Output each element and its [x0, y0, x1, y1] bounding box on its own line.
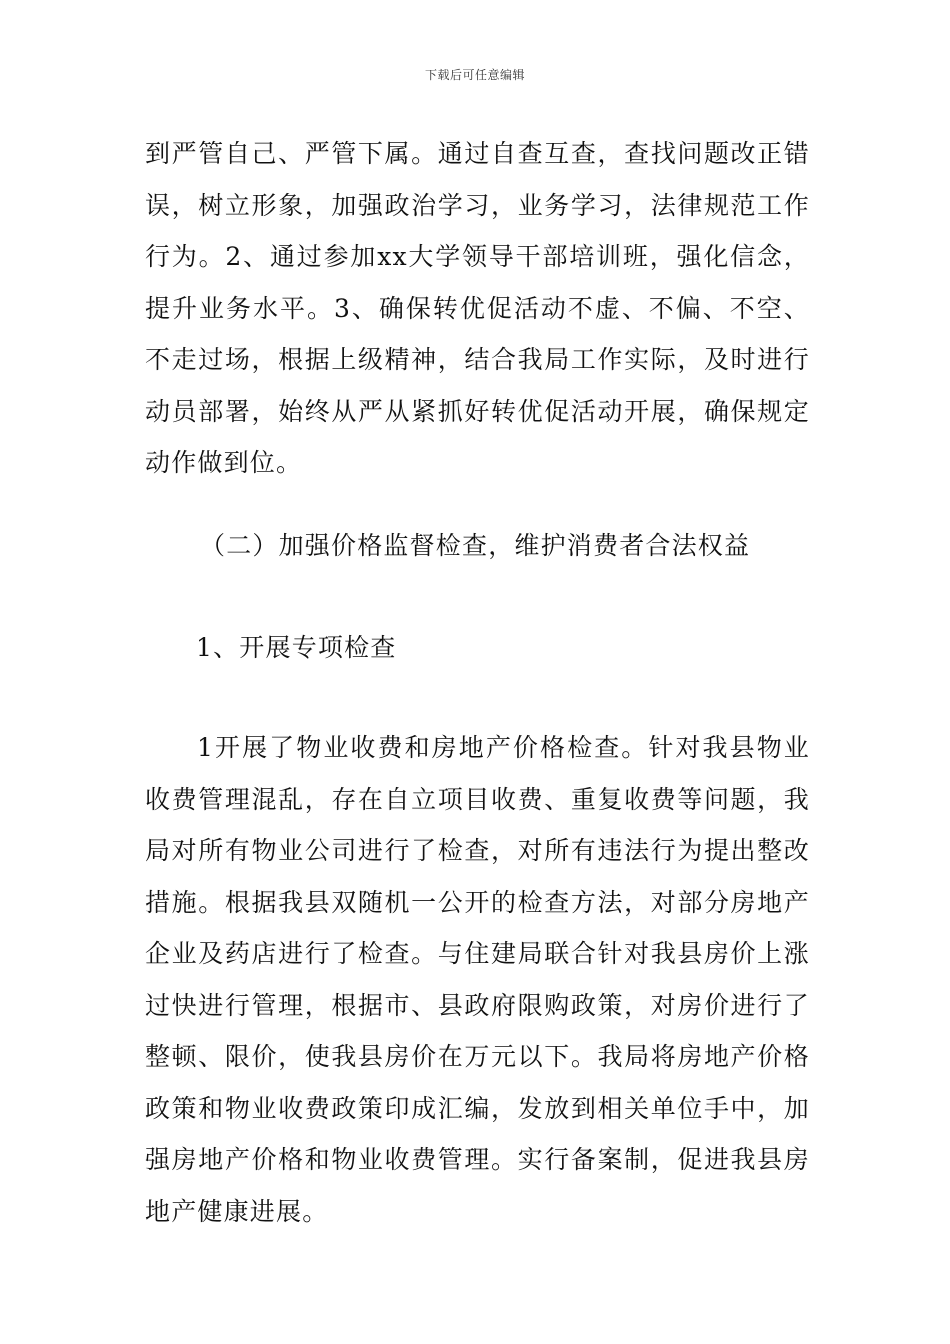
section-heading: （二）加强价格监督检查，维护消费者合法权益	[200, 531, 751, 560]
subsection-heading: 1、开展专项检查	[196, 633, 397, 662]
body-paragraph-2: 1开展了物业收费和房地产价格检查。针对我县物业收费管理混乱，存在自立项目收费、重复收费等问题，我局对所有物业公司进行了检查，对所有违法行为提出整改措施。根据我县双随机一公开的检查方法，对部分房地产企业及药店进行了检查。与住建局联合针对我县房价上涨过快进行管理，根据市、县政府限购政策，对房价进行了整顿、限价，使我县房价在万元以下。我局将房地产价格政策和物业收费政策印成汇编，发放到相关单位手中，加强房地产价格和物业收费管理。实行备案制，促进我县房地产健康进展。	[145, 733, 810, 1226]
page-header-note: 下载后可任意编辑	[424, 68, 525, 82]
body-paragraph-1: 到严管自己、严管下属。通过自查互查，查找问题改正错误，树立形象，加强政治学习，业务学习，法律规范工作行为。2、通过参加xx大学领导干部培训班，强化信念，提升业务水平。3、确保转优促活动不虚、不偏、不空、不走过场，根据上级精神，结合我局工作实际，及时进行动员部署，始终从严从紧抓好转优促活动开展，确保规定动作做到位。	[145, 139, 810, 477]
